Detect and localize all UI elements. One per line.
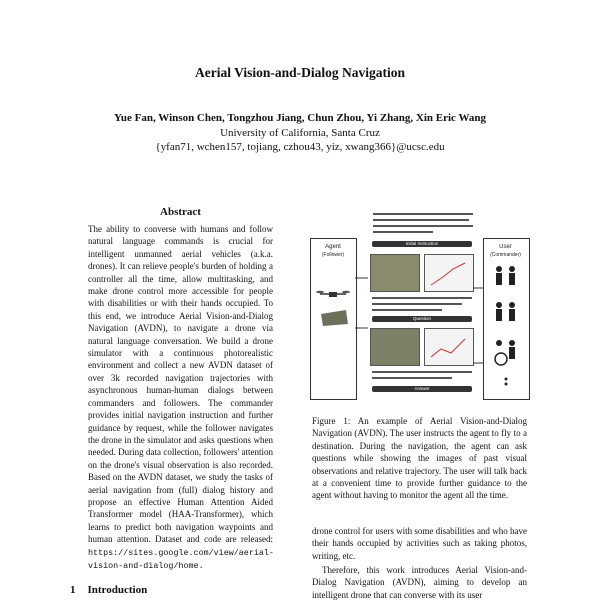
drone-icon xyxy=(316,288,350,328)
body-paragraph-1: drone control for users with some disabilities and who have their hands occupied by activities such as taking photos, writing, etc. xyxy=(312,526,527,561)
trajectory-plot xyxy=(424,254,474,292)
trajectory-line-2 xyxy=(425,329,473,365)
agent-label: Agent xyxy=(325,244,341,250)
user-label: User xyxy=(499,244,512,250)
paper-title: Aerial Vision-and-Dialog Navigation xyxy=(194,65,405,80)
figure-caption: Figure 1: An example of Aerial Vision-and-Dialog Navigation (AVDN). The user instructs the agent to fly to a destination. During the navigation, the agent can ask questions while showing the images of past visual observations and relative trajectory. The user will talk back at a convenient time to provide further guidance to the agent without having to monitor the agent all the time. xyxy=(312,416,527,501)
instruction-text-lines xyxy=(369,209,479,241)
abstract-heading: Abstract xyxy=(160,206,201,218)
instruction-text-area xyxy=(368,208,480,242)
user-arrows xyxy=(473,268,483,378)
visual-observation-image xyxy=(370,254,420,292)
agent-arrows xyxy=(355,268,369,378)
initial-instruction-bubble: Initial Instruction xyxy=(372,241,472,247)
figure-1 xyxy=(310,208,528,408)
abstract-body xyxy=(88,223,273,572)
section-title: Introduction xyxy=(87,584,148,596)
answer-bubble: Answer xyxy=(372,386,472,392)
answer-text-lines xyxy=(368,368,478,382)
abstract-text: The ability to converse with humans and follow natural language commands is crucial for intelligent unmanned aerial vehicles (a.k.a. drones). It can relieve people's burden of holding a controller all the time, allow multitasking, and make drone control more accessible for people with disabilities or with their hands occupied. To this end, we introduce Aerial Vision-and-Dialog Navigation (AVDN), to navigate a drone via natural language conversation. We build a drone simulator with a continuous photorealistic environment and collect a new AVDN dataset of over 3k recorded navigation trajectories with asynchronous human-human dialogs between commanders and followers. The commander provides initial navigation instruction and further guidance by request, while the follower navigates the drone in the simulator and asks questions when needed. During data collection, followers' attention on the drone's visual observation is also recorded. Based on the AVDN dataset, we study the tasks of aerial navigation from (full) dialog history and propose an effective Human Attention Aided Transformer model (HAA-Transformer), which learns to predict both navigation waypoints and human attention. Dataset and code are released: xyxy=(88,224,273,545)
affiliation: University of California, Santa Cruz xyxy=(220,127,380,139)
trajectory-plot-2 xyxy=(424,328,474,366)
section-number: 1 xyxy=(70,584,76,596)
question-text-lines xyxy=(368,294,478,314)
section-heading-introduction xyxy=(70,584,147,596)
project-link[interactable]: https://sites.google.com/view/aerial-vision-and-dialog/home. xyxy=(88,547,274,571)
author-emails: {yfan71, wchen157, tojiang, czhou43, yiz, xwang366}@ucsc.edu xyxy=(155,141,445,153)
body-paragraph-2: Therefore, this work introduces Aerial Vision-and-Dialog Navigation (AVDN), aiming to develop an intelligent drone that can converse with its user xyxy=(312,565,527,600)
visual-observation-image-2 xyxy=(370,328,420,366)
author-list: Yue Fan, Winson Chen, Tongzhou Jiang, Chun Zhou, Yi Zhang, Xin Eric Wang xyxy=(113,112,486,124)
user-people-icons xyxy=(490,263,522,388)
user-sublabel: (Commander) xyxy=(490,252,521,258)
agent-sublabel: (Follower) xyxy=(321,252,345,258)
question-bubble: Question xyxy=(372,316,472,322)
trajectory-line xyxy=(425,255,473,291)
